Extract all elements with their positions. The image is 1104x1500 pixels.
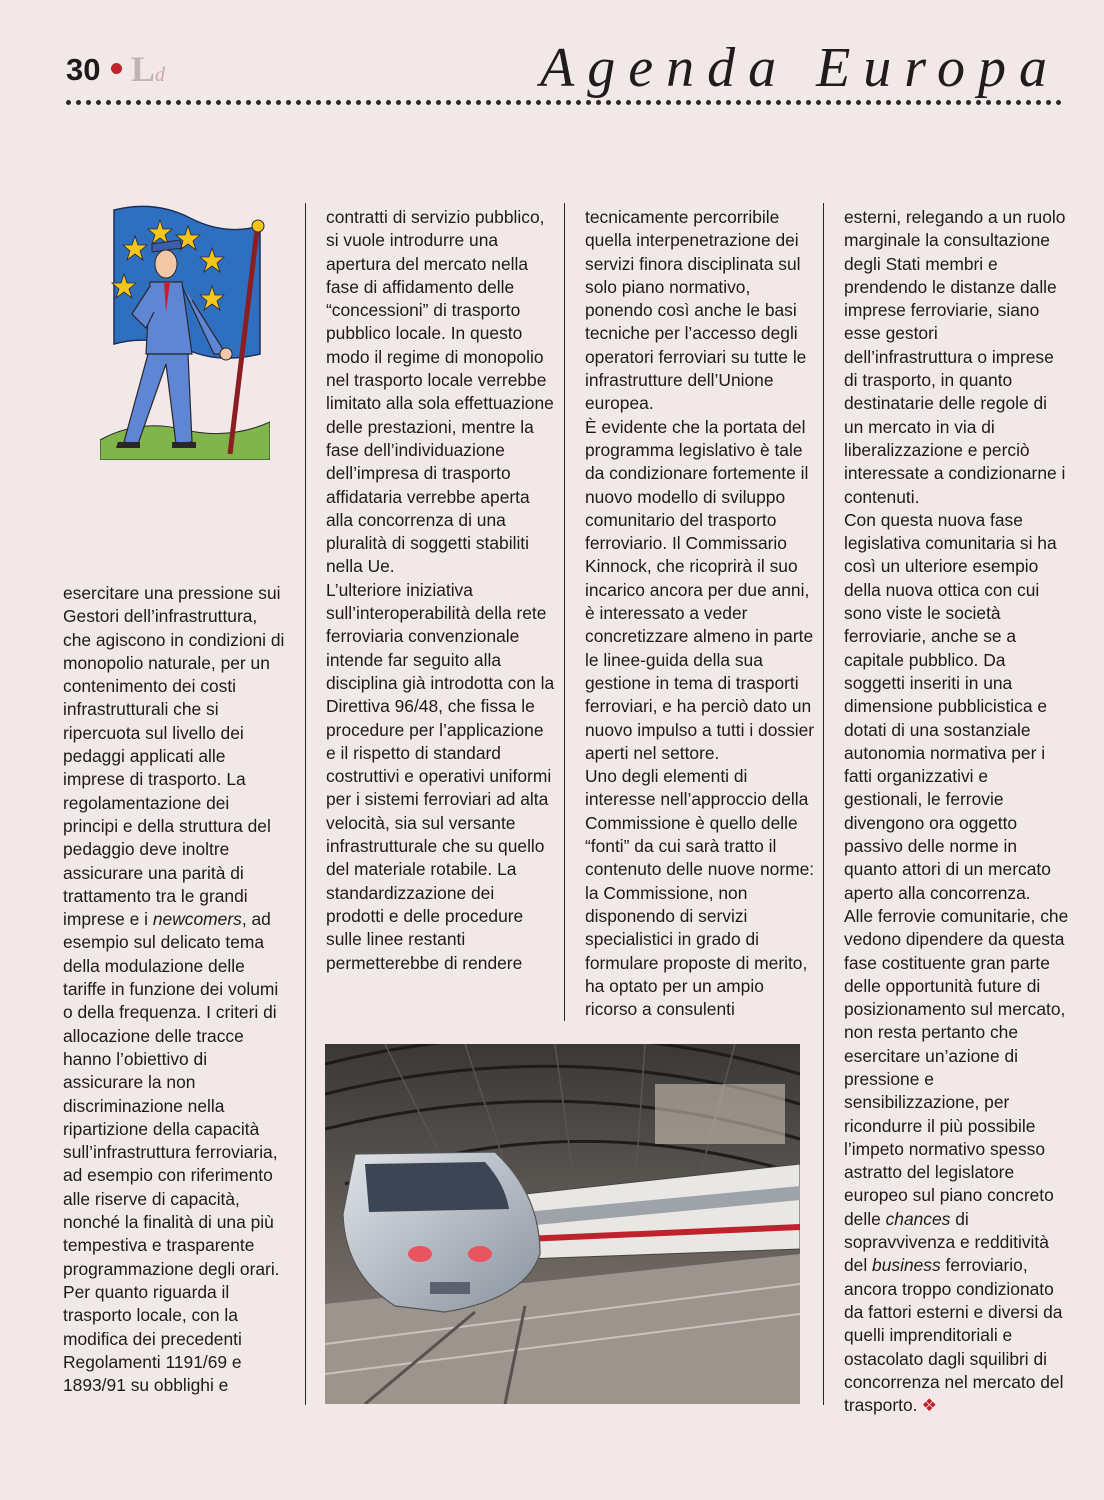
article-column-3 <box>585 206 817 1021</box>
paragraph: esterni, relegando a un ruolo marginale la consultazione degli Stati membri e prendendo le distanze dalle imprese ferroviarie, siano esse gestori dell’infrastruttura o imprese di trasporto, in quanto destinatarie delle regole di un mercato in via di liberalizzazione e perciò interessate a condizionarne i contenuti. <box>844 207 1066 507</box>
column-divider-2 <box>564 203 565 1021</box>
magazine-logo <box>131 48 165 90</box>
page-number: 30 <box>66 52 101 87</box>
article-column-1 <box>63 582 289 1397</box>
logo-letter: L <box>131 49 156 89</box>
high-speed-train-station-photo <box>325 1044 800 1404</box>
column-divider-3 <box>823 203 824 1405</box>
paragraph: L’ulteriore iniziativa sull’interoperabilità della rete ferroviaria convenzionale intende far seguito alla disciplina già introdotta con la Direttiva 96/48, che fissa le procedure per l’applicazione e il rispetto di standard costruttivi e operativi uniformi per i sistemi ferroviari ad alta velocità, sia sul versante infrastrutturale che su quello del materiale rotabile. La standardizzazione dei prodotti e delle procedure sulle linee restanti permetterebbe di rendere <box>326 579 555 973</box>
paragraph: Alle ferrovie comunitarie, che vedono dipendere da questa fase costituente gran parte delle opportunità future di posizionamento sul mercato, non resta pertanto che esercitare un’azione di pressione e sensibilizzazione, per ricondurre il più possibile l’impeto normativo spesso astratto del legislatore europeo sul piano concreto delle chances di sopravvivenza e redditività del business ferroviario, ancora troppo condizionato da fattori esterni e diversi da quelli imprenditoriali e ostacolato dagli squilibri di concorrenza nel mercato del trasporto. ❖ <box>844 905 1069 1416</box>
paragraph: Con questa nuova fase legislativa comunitaria si ha così un ulteriore esempio della nuova ottica con cui sono viste le società ferroviarie, anche se a capitale pubblico. Da soggetti inseriti in una dimensione pubblicistica e dotati di una sostanziale autonomia normativa per i fatti organizzativi e gestionali, le ferrovie divengono ora oggetto passivo delle norme in quanto attori di un mercato aperto alla concorrenza. <box>844 509 1057 903</box>
paragraph: Uno degli elementi di interesse nell’approccio della Commissione è quello delle “fonti” da cui sarà tratto il contenuto delle nuove norme: la Commissione, non disponendo di servizi specialistici in grado di formulare proposte di merito, ha optato per un ampio ricorso a consulenti <box>585 766 815 1020</box>
eu-flag-bearer-illustration <box>100 204 270 460</box>
article-column-2 <box>326 206 556 975</box>
header-bullet <box>111 63 122 74</box>
paragraph: tecnicamente percorribile quella interpenetrazione dei servizi finora disciplinata sul solo piano normativo, ponendo così anche le basi tecniche per l’accesso degli operatori ferroviari su tutte le infrastrutture dell’Unione europea. <box>585 207 807 414</box>
paragraph: È evidente che la portata del programma legislativo è tale da condizionare fortemente il nuovo modello di sviluppo comunitario del trasporto ferroviario. Il Commissario Kinnock, che ricoprirà il suo incarico ancora per due anni, è interessato a veder concretizzare almeno in parte le linee-guida della sua gestione in tema di trasporti ferroviari, e ha perciò dato un nuovo impulso a tutti i dossier aperti nel settore. <box>585 416 815 763</box>
header-dotted-rule <box>66 100 1062 105</box>
section-title: Agenda Europa <box>540 37 1060 99</box>
paragraph: esercitare una pressione sui Gestori dell’infrastruttura, che agiscono in condizioni di monopolio naturale, per un contenimento dei costi infrastrutturali che si ripercuota sul livello dei pedaggi applicati alle imprese di trasporto. La regolamentazione dei principi e della struttura del pedaggio deve inoltre assicurare una parità di trattamento tra le grandi imprese e i newcomers, ad esempio sul delicato tema della modulazione delle tariffe in funzione dei volumi o della frequenza. I criteri di allocazione delle tracce hanno l’obiettivo di assicurare la non discriminazione nella ripartizione della capacità sull’infrastruttura ferroviaria, ad esempio con riferimento alle riserve di capacità, nonché la finalità di una più tempestiva e trasparente programmazione degli orari. Per quanto riguarda il trasporto locale, con la modifica dei precedenti Regolamenti 1191/69 e 1893/91 su obblighi e <box>63 583 285 1396</box>
article-column-4 <box>844 206 1070 1417</box>
column-divider-1 <box>305 203 306 1405</box>
paragraph: contratti di servizio pubblico, si vuole introdurre una apertura del mercato nella fase di affidamento delle “concessioni” di trasporto pubblico locale. In questo modo il regime di monopolio nel trasporto locale verrebbe limitato alla sola effettuazione delle prestazioni, mentre la fase dell’individuazione dell’impresa di trasporto affidataria verrebbe aperta alla concorrenza di una pluralità di soggetti stabiliti nella Ue. <box>326 207 554 577</box>
end-of-article-icon: ❖ <box>921 1395 938 1416</box>
logo-suffix: d <box>155 64 166 86</box>
